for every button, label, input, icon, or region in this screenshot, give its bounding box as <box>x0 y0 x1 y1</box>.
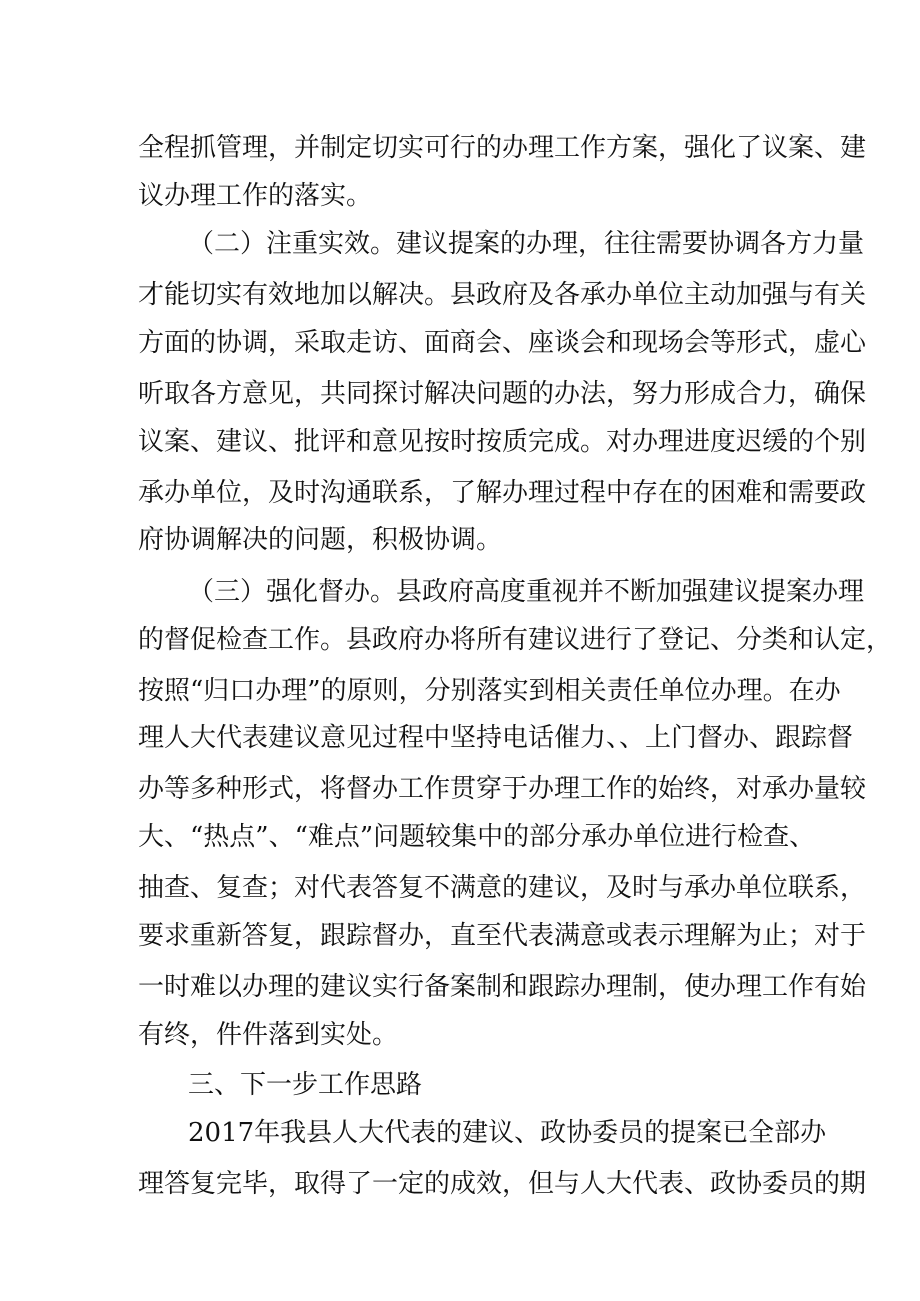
paragraph-line: 有终，件件落到实处。 <box>138 1020 399 1050</box>
paragraph-line: 办等多种形式，将督办工作贯穿于办理工作的始终，对承办量较 <box>138 774 867 804</box>
paragraph-line: 方面的协调，采取走访、面商会、座谈会和现场会等形式，虚心 <box>138 328 867 358</box>
paragraph-line: 理人大代表建议意见过程中坚持电话催力、、上门督办、跟踪督 <box>138 723 854 753</box>
paragraph-line: （二）注重实效。建议提案的办理，往往需要协调各方力量 <box>188 229 865 259</box>
paragraph-line: 议案、建议、批评和意见按时按质完成。对办理进度迟缓的个别 <box>138 427 867 457</box>
paragraph-line: 才能切实有效地加以解决。县政府及各承办单位主动加强与有关 <box>138 280 867 310</box>
paragraph-line: 按照“归口办理”的原则，分别落实到相关责任单位办理。在办 <box>138 676 841 706</box>
paragraph-line: 要求重新答复，跟踪督办，直至代表满意或表示理解为止；对于 <box>138 921 867 951</box>
paragraph-line: 2017年我县人大代表的建议、政协委员的提案已全部办 <box>188 1118 827 1148</box>
paragraph-line: 府协调解决的问题，积极协调。 <box>138 525 503 555</box>
paragraph-line: 理答复完毕，取得了一定的成效，但与人大代表、政协委员的期 <box>138 1169 867 1199</box>
section-heading: 三、下一步工作思路 <box>188 1070 423 1100</box>
paragraph-line: 议办理工作的落实。 <box>138 181 373 211</box>
paragraph-line: 全程抓管理，并制定切实可行的办理工作方案，强化了议案、建 <box>138 133 867 163</box>
paragraph-line: 大、“热点”、“难点”问题较集中的部分承办单位进行检查、 <box>138 822 816 852</box>
paragraph-line: 的督促检查工作。县政府办将所有建议进行了登记、分类和认定， <box>138 625 893 655</box>
paragraph-line: 一时难以办理的建议实行备案制和跟踪办理制，使办理工作有始 <box>138 972 867 1002</box>
paragraph-line: （三）强化督办。县政府高度重视并不断加强建议提案办理 <box>188 577 865 607</box>
paragraph-line: 承办单位，及时沟通联系，了解办理过程中存在的困难和需要政 <box>138 478 867 508</box>
paragraph-line: 听取各方意见，共同探讨解决问题的办法，努力形成合力，确保 <box>138 379 867 409</box>
paragraph-line: 抽查、复查；对代表答复不满意的建议，及时与承办单位联系， <box>138 873 867 903</box>
